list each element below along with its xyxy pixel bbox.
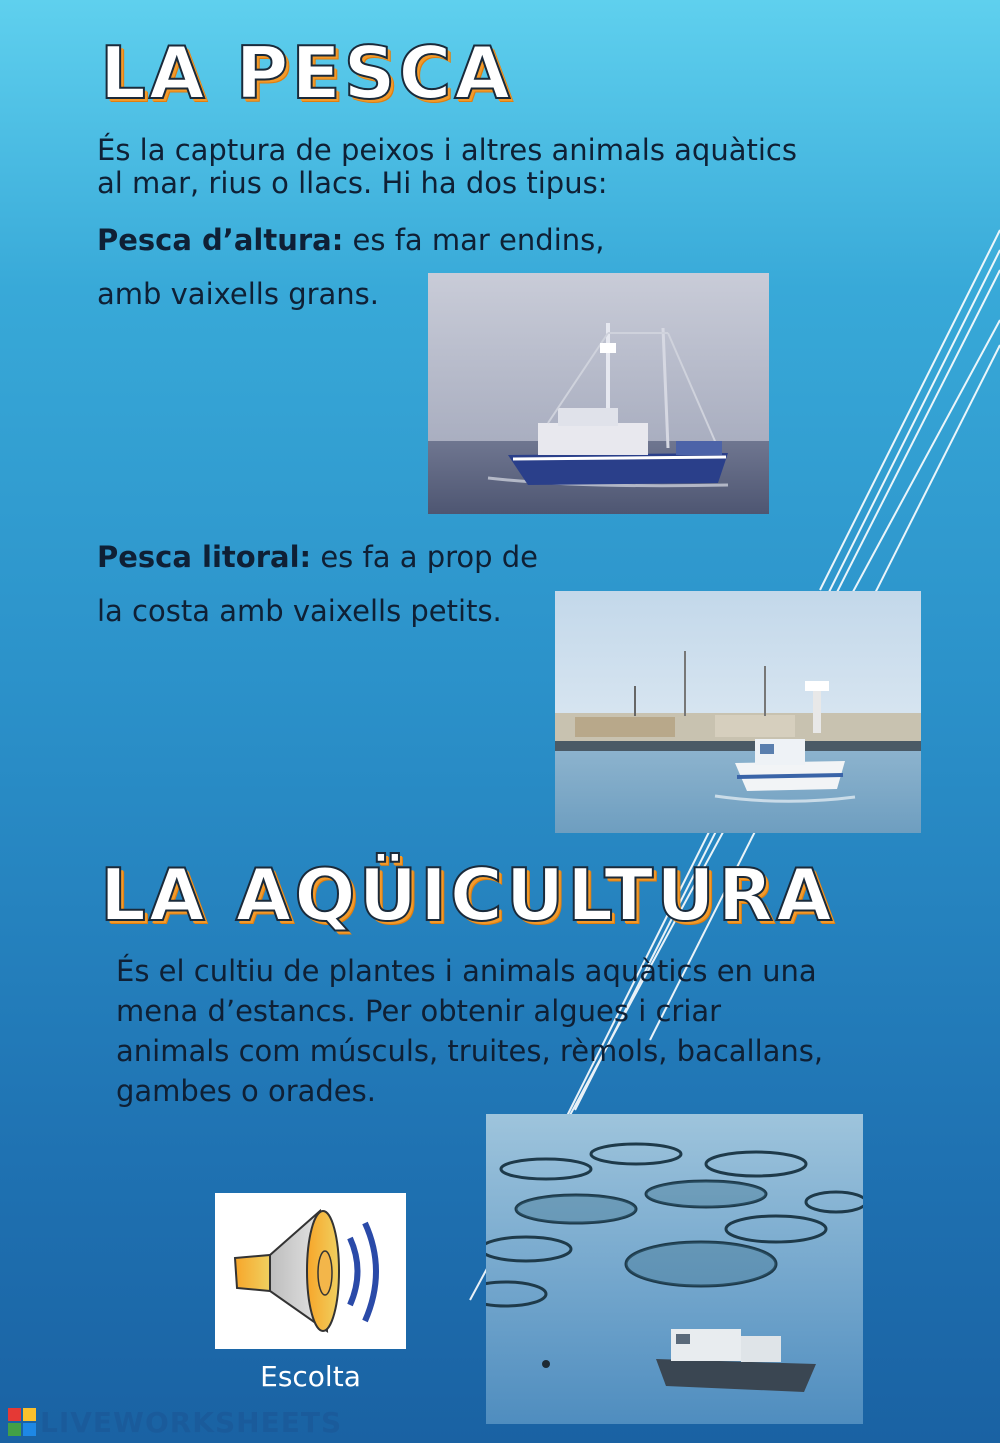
coastal-fishing-desc2: la costa amb vaixells petits. <box>97 594 502 628</box>
fish-farm-photo <box>486 1114 863 1424</box>
deep-sea-fishing-definition <box>97 224 604 257</box>
intro-text-line2: al mar, rius o llacs. Hi ha dos tipus: <box>97 166 608 200</box>
coastal-fishing-term: Pesca litoral: <box>97 540 312 574</box>
brand-name: LIVEWORKSHEETS <box>40 1405 343 1439</box>
intro-text-line1: És la captura de peixos i altres animals aquàtics <box>97 133 797 167</box>
coastal-boat-photo <box>555 591 921 833</box>
speaker-icon <box>215 1193 406 1349</box>
liveworksheets-brand <box>8 1405 342 1439</box>
deep-sea-fishing-desc1: es fa mar endins, <box>343 223 605 257</box>
deep-sea-boat-photo <box>428 273 769 514</box>
page-title-aquaculture: LA AQÜICULTURA <box>100 853 835 937</box>
aquaculture-text-line4: gambes o orades. <box>116 1074 376 1108</box>
aquaculture-text-line3: animals com músculs, truites, rèmols, bacallans, <box>116 1034 824 1068</box>
page-title-fishing: LA PESCA <box>100 31 514 115</box>
coastal-fishing-desc1: es fa a prop de <box>311 540 539 574</box>
coastal-fishing-definition <box>97 541 538 574</box>
deep-sea-fishing-term: Pesca d’altura: <box>97 223 344 257</box>
liveworksheets-logo-icon <box>8 1408 36 1436</box>
audio-play-button[interactable] <box>215 1193 406 1349</box>
aquaculture-text-line2: mena d’estancs. Per obtenir algues i criar <box>116 994 722 1028</box>
aquaculture-text-line1: És el cultiu de plantes i animals aquàtics en una <box>116 954 817 988</box>
listen-label: Escolta <box>260 1360 361 1393</box>
deep-sea-fishing-desc2: amb vaixells grans. <box>97 277 379 311</box>
